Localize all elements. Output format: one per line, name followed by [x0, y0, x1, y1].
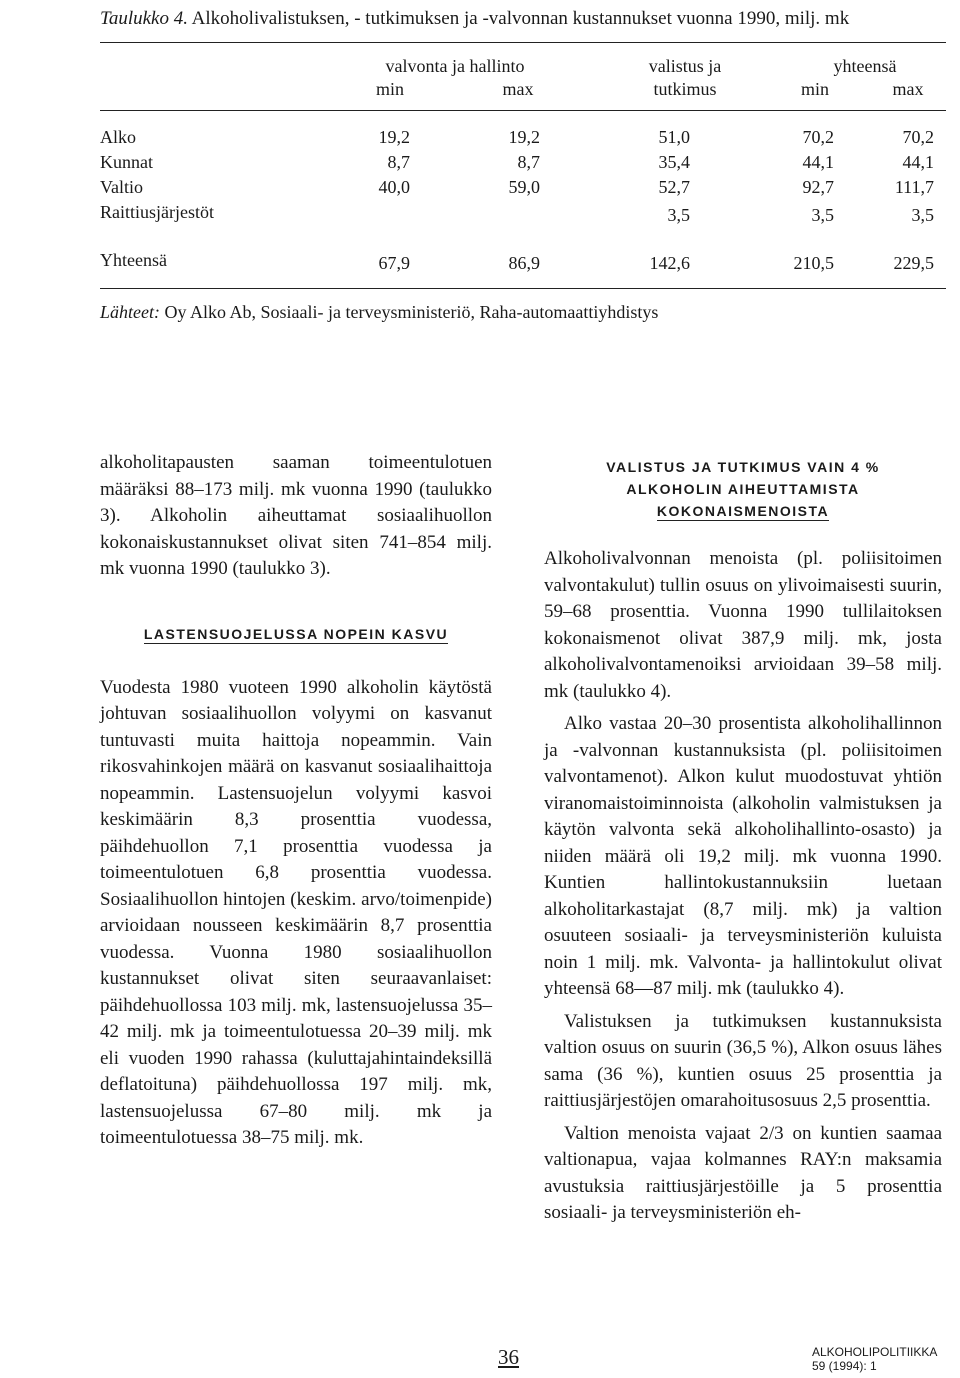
cell-raittius-valistus: 3,5 — [667, 205, 690, 225]
cell-alko-vmin: 19,2 — [378, 127, 410, 147]
header-yhteensa-max: max — [892, 79, 924, 99]
sources-label: Lähteet: — [100, 302, 160, 322]
table-top-rule — [100, 42, 946, 43]
right-paragraph-2: Alko vastaa 20–30 prosentista alkoholihallinnon ja -valvonnan kustannuksista (pl. poliisitoimen valvontamenot). Alkon kulut muodostuvat yhtiön viranomaistoiminnoista (alkoholin valmistuksen ja käytön valvonta sekä alkoholihallinto-osasto) ja niiden määrä oli 19,2 milj. mk vuonna 1990. Kuntien hallintokustannuksiin luetaan alkoholitarkastajat (8,7 milj. mk) ja valtion osuuteen sosiaali- ja terveysministeriön kuluista noin 1 milj. mk. Valvonta- ja hallintokulut olivat yhteensä 68—87 milj. mk (taulukko 4). — [544, 713, 942, 999]
heading-line-2: ALKOHOLIN AIHEUTTAMISTA — [626, 481, 860, 497]
cell-valtio-vmin: 40,0 — [378, 177, 410, 197]
cell-valtio-ymax: 111,7 — [894, 177, 934, 197]
heading-line-1: VALISTUS JA TUTKIMUS VAIN 4 % — [606, 459, 880, 475]
page-number: 36 — [498, 1345, 519, 1369]
cell-alko-ymin: 70,2 — [802, 127, 834, 147]
left-body-paragraph: Vuodesta 1980 vuoteen 1990 alkoholin käytöstä johtuvan sosiaalihuollon volyymi on kasvanut tuntuvasti muita haittoja nopeammin. Vain rikosvahinkojen määrä on kasvanut sosiaalihaittoja nopeammin. Lastensuojelun volyymi kasvoi keskimäärin 8,3 prosenttia vuodessa, päihdehuollon 7,1 prosenttia vuodessa ja toimeentulotuen 6,8 prosenttia vuodessa. Sosiaalihuollon hintojen (keskim. arvo/toimenpide) arvioidaan nousseen keskimäärin 8,7 prosenttia vuodessa. Vuonna 1980 sosiaalihuollon kustannukset olivat siten seuraavanlaiset: päihdehuollossa 103 milj. mk, lastensuojelussa 35–42 milj. mk ja toimeentulotuessa 20–39 milj. mk eli vuoden 1990 rahassa (kuluttajahintaindeksillä deflatoituna) päihdehuollossa 197 milj. mk, lastensuojelussa 67–80 milj. mk ja toimeentulotuessa 38–75 milj. mk. — [100, 676, 492, 1148]
cell-raittius-ymax: 3,5 — [911, 205, 934, 225]
right-section-heading — [544, 456, 942, 522]
left-intro-paragraph: alkoholitapausten saaman toimeentulotuen määräksi 88–173 milj. mk vuonna 1990 (taulukko 3). Alkoholin aiheuttamat sosiaalihuollon kokonaiskustannukset olivat siten 741–854 milj. mk vuonna 1990 (taulukko 3). — [100, 452, 492, 579]
table-bottom-rule — [100, 288, 946, 289]
row-label-raittiusjarjestot: Raittiusjärjestöt — [100, 202, 214, 222]
header-valvonta-max: max — [502, 79, 534, 99]
right-paragraph-3: Valistuksen ja tutkimuksen kustannuksista valtion osuus on suurin (36,5 %), Alkon osuus lähes sama (36 %), kuntien osuus 25 prosenttia ja raittiusjärjestöjen omarahoitusosuus 2,5 prosenttia. — [544, 1010, 942, 1111]
journal-reference — [812, 1345, 937, 1373]
cell-valtio-vmax: 59,0 — [508, 177, 540, 197]
heading-lastensuojelussa: LASTENSUOJELUSSA NOPEIN KASVU — [143, 625, 449, 642]
cell-valtio-valistus: 52,7 — [658, 177, 690, 197]
cell-total-valistus: 142,6 — [649, 253, 690, 273]
table-caption-label: Taulukko 4. — [100, 8, 188, 29]
cell-kunnat-valistus: 35,4 — [658, 152, 690, 172]
row-label-valtio: Valtio — [100, 177, 143, 197]
right-paragraph-1: Alkoholivalvonnan menoista (pl. poliisitoimen valvontakulut) tullin osuus on ylivoimaisesti suurin, 59–68 prosenttia. Vuonna 1990 tullilaitoksen kokonaismenot olivat 387,9 milj. mk, josta alkoholivalvontamenoiksi arvioidaan 39–58 milj. mk (taulukko 4). — [544, 548, 942, 702]
cell-valtio-ymin: 92,7 — [802, 177, 834, 197]
table-sources — [100, 302, 658, 323]
left-column — [100, 450, 492, 1152]
journal-issue: 59 (1994): 1 — [812, 1359, 877, 1373]
header-valvonta-hallinto: valvonta ja hallinto — [385, 56, 525, 76]
journal-name: ALKOHOLIPOLITIIKKA — [812, 1345, 938, 1359]
cell-alko-valistus: 51,0 — [658, 127, 690, 147]
cell-total-vmin: 67,9 — [378, 253, 410, 273]
cell-kunnat-vmax: 8,7 — [517, 152, 540, 172]
sources-text: Oy Alko Ab, Sosiaali- ja terveysministeriö, Raha-automaattiyhdistys — [164, 302, 659, 322]
cell-kunnat-ymax: 44,1 — [902, 152, 934, 172]
header-valistus: valistus ja — [648, 56, 722, 76]
header-tutkimus: tutkimus — [653, 79, 717, 99]
cell-alko-vmax: 19,2 — [508, 127, 540, 147]
right-paragraph-4: Valtion menoista vajaat 2/3 on kuntien saamaa valtionapua, vajaa kolmannes RAY:n maksamia avustuksia raittiusjärjestöille ja 5 prosenttia sosiaali- ja terveysministeriön eh- — [544, 1122, 942, 1223]
header-yhteensa-min: min — [800, 79, 829, 99]
row-label-kunnat: Kunnat — [100, 152, 153, 172]
table-caption — [100, 8, 849, 30]
heading-line-3: KOKONAISMENOISTA — [656, 503, 830, 519]
cell-total-ymin: 210,5 — [793, 253, 834, 273]
left-section-heading — [100, 623, 492, 645]
table-caption-text: Alkoholivalistuksen, - tutkimuksen ja -valvonnan kustannukset vuonna 1990, milj. mk — [191, 8, 850, 29]
cell-kunnat-vmin: 8,7 — [387, 152, 410, 172]
cell-total-vmax: 86,9 — [508, 253, 540, 273]
table-header-rule — [100, 110, 946, 111]
cell-kunnat-ymin: 44,1 — [802, 152, 834, 172]
cell-raittius-ymin: 3,5 — [811, 205, 834, 225]
header-yhteensa: yhteensä — [833, 56, 897, 76]
row-label-yhteensa: Yhteensä — [100, 250, 167, 270]
cell-total-ymax: 229,5 — [893, 253, 934, 273]
cell-alko-ymax: 70,2 — [902, 127, 934, 147]
row-label-alko: Alko — [100, 127, 136, 147]
right-column — [544, 456, 942, 1227]
header-valvonta-min: min — [375, 79, 404, 99]
